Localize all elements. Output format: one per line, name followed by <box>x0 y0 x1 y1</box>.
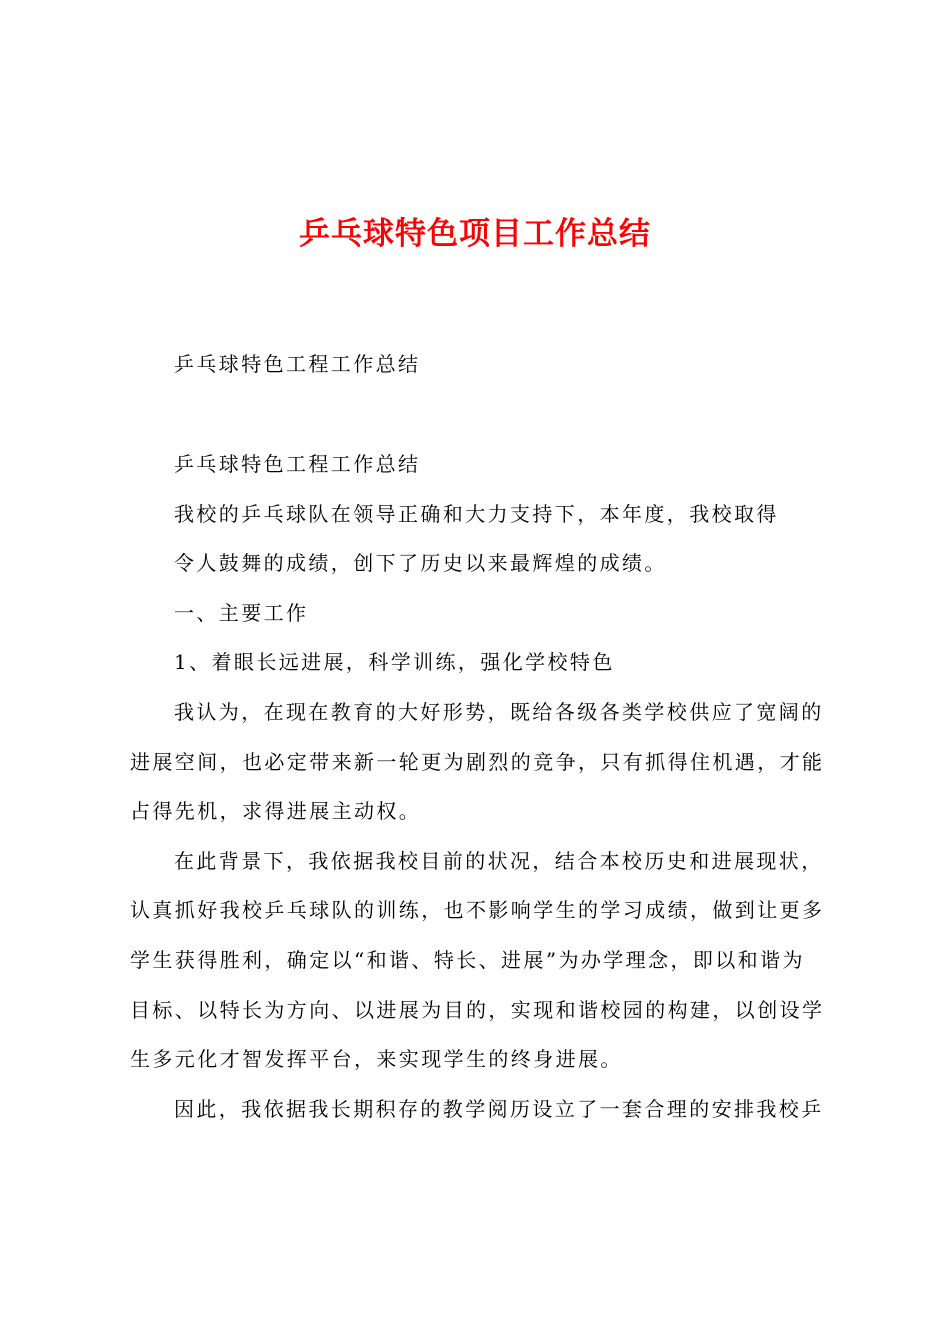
paragraph-line: 占得先机，求得进展主动权。 <box>130 799 422 823</box>
paragraph-line: 令人鼓舞的成绩，创下了历史以来最辉煌的成绩。 <box>174 551 667 575</box>
paragraph-line: 生多元化才智发挥平台，来实现学生的终身进展。 <box>130 1047 623 1071</box>
paragraph-line: 进展空间，也必定带来新一轮更为剧烈的竞争，只有抓得住机遇，才能 <box>130 750 825 774</box>
subtitle-line: 乒乓球特色工程工作总结 <box>174 352 421 376</box>
section-heading: 一、主要工作 <box>174 601 309 625</box>
paragraph-line: 在此背景下，我依据我校目前的状况，结合本校历史和进展现状， <box>174 849 824 873</box>
paragraph-line: 认真抓好我校乒乓球队的训练，也不影响学生的学习成绩，做到让更多 <box>130 898 825 922</box>
section-heading: 乒乓球特色工程工作总结 <box>174 452 421 476</box>
paragraph-line: 学生获得胜利，确定以“和谐、特长、进展”为办学理念，即以和谐为 <box>130 948 805 972</box>
subsection-heading: 1、着眼长远进展，科学训练，强化学校特色 <box>174 650 615 674</box>
paragraph-line: 因此，我依据我长期积存的教学阅历设立了一套合理的安排我校乒 <box>174 1097 824 1121</box>
paragraph-line: 我认为，在现在教育的大好形势，既给各级各类学校供应了宽阔的 <box>174 700 824 724</box>
paragraph-line: 我校的乒乓球队在领导正确和大力支持下，本年度，我校取得 <box>174 502 779 526</box>
document-title: 乒乓球特色项目工作总结 <box>299 216 651 252</box>
paragraph-line: 目标、以特长为方向、以进展为目的，实现和谐校园的构建，以创设学 <box>130 998 825 1022</box>
